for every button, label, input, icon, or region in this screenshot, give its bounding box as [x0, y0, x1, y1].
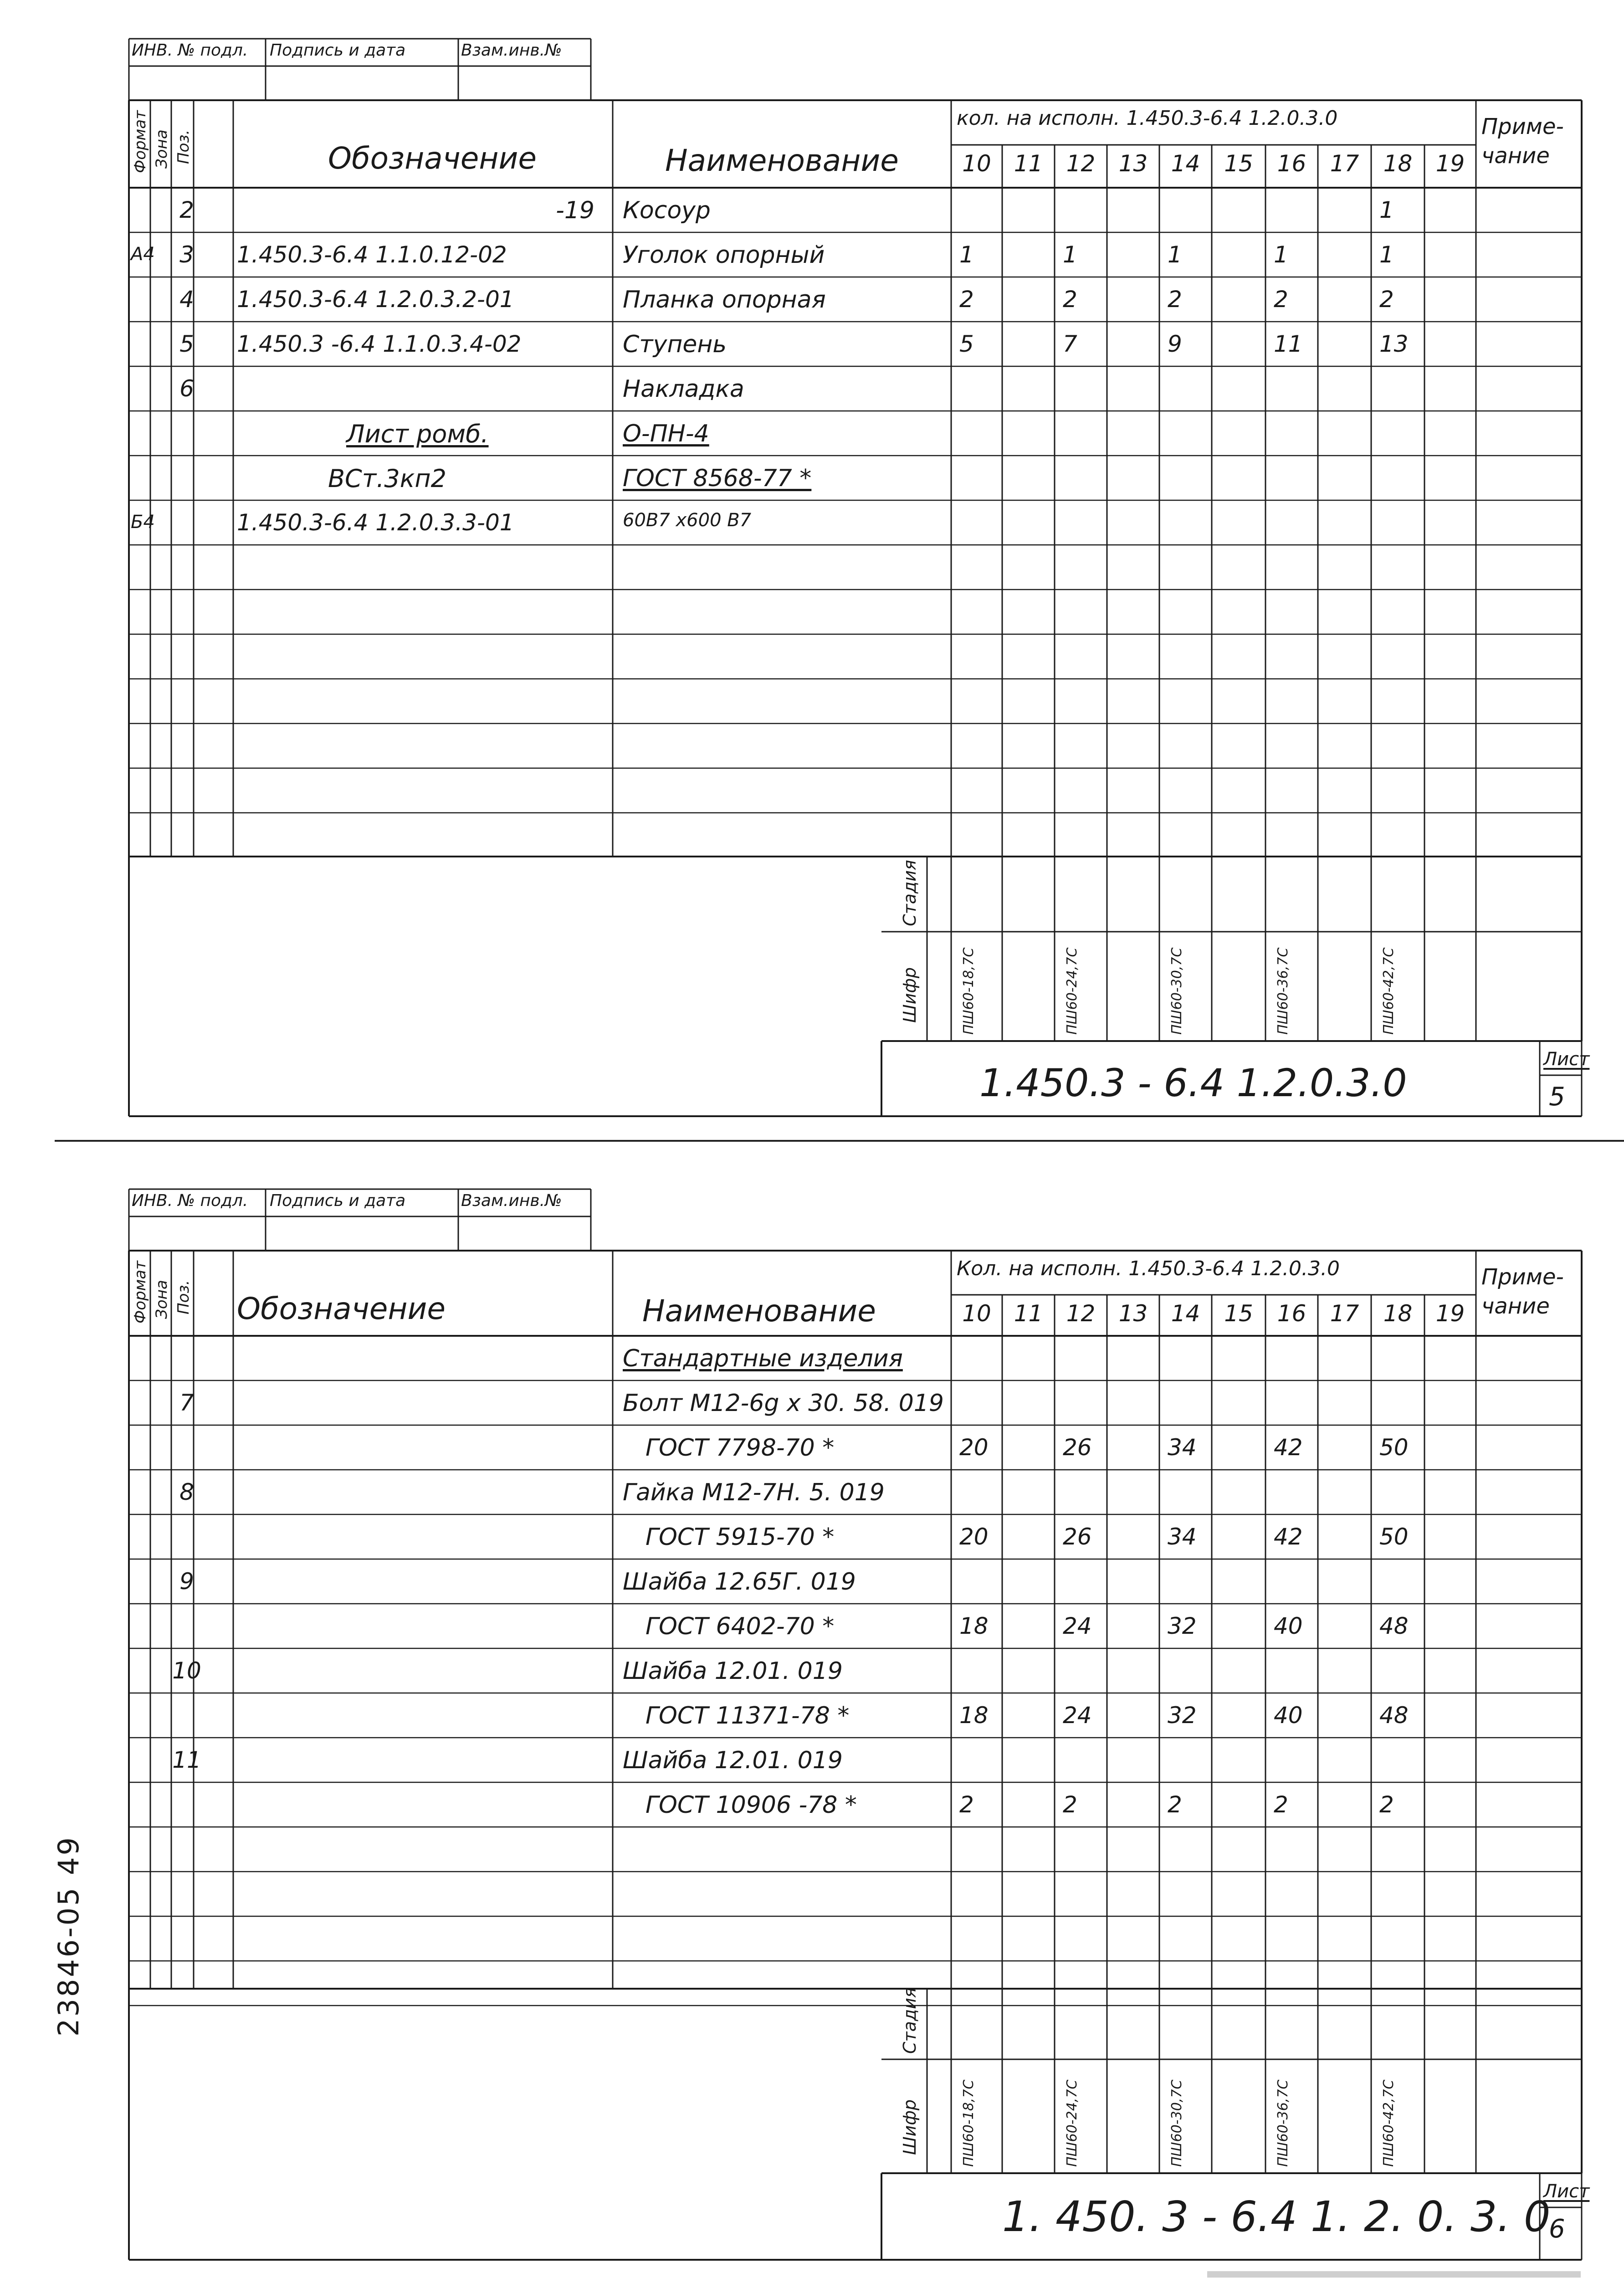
row-name: Уголок опорный [623, 241, 825, 269]
designation-header: Обозначение [237, 1291, 446, 1326]
row-pos: 4 [179, 286, 194, 313]
variant-header: 12 [1066, 1300, 1096, 1327]
row-name: ГОСТ 10906 -78 * [646, 1791, 857, 1819]
row-designation: 1.450.3 -6.4 1.1.0.3.4-02 [237, 331, 522, 357]
stage-label: Стадия [900, 860, 920, 926]
row-qty: 24 [1063, 1702, 1092, 1729]
row-qty: 11 [1274, 331, 1303, 357]
row-qty: 5 [959, 331, 974, 357]
row-qty: 50 [1379, 1524, 1409, 1550]
side-stamp: 23846-05 49 [52, 1835, 85, 2037]
row-name: Косоур [623, 197, 711, 224]
row-qty: 2 [1168, 286, 1182, 313]
qty-group-header: Кол. на исполн. 1.450.3-6.4 1.2.0.3.0 [957, 1257, 1340, 1280]
row-qty: 2 [959, 286, 974, 313]
row-qty: 7 [1063, 331, 1077, 357]
row-name: Стандартные изделия [623, 1345, 903, 1372]
variant-header: 17 [1330, 1300, 1359, 1327]
row-name: Болт М12-6g x 30. 58. 019 [623, 1390, 944, 1417]
format-header: Формат [131, 110, 149, 173]
sheet-number: 6 [1549, 2214, 1565, 2244]
row-qty: 18 [959, 1613, 989, 1639]
variant-header: 16 [1277, 150, 1306, 177]
variant-header: 10 [962, 1300, 991, 1327]
variant-header: 16 [1277, 1300, 1306, 1327]
cipher-code: ПШ60-42,7С [1381, 947, 1397, 1035]
variant-header: 12 [1066, 150, 1096, 177]
row-name: Шайба 12.01. 019 [623, 1657, 843, 1685]
row-qty: 1 [1379, 197, 1394, 223]
row-qty: 18 [959, 1702, 989, 1729]
row-designation: 1.450.3-6.4 1.2.0.3.3-01 [237, 509, 514, 536]
variant-header: 18 [1383, 1300, 1413, 1327]
row-pos: 8 [179, 1479, 194, 1505]
bottom-edge-mark [1207, 2271, 1581, 2278]
row-name: 60В7 x600 В7 [623, 510, 752, 531]
row-designation: -19 [556, 197, 594, 224]
row-pos: 9 [179, 1568, 194, 1595]
row-qty: 9 [1168, 331, 1182, 357]
variant-header: 18 [1383, 150, 1413, 177]
remark-header-1: Приме- [1481, 1264, 1564, 1290]
cipher-code: ПШ60-24,7С [1064, 947, 1080, 1035]
row-name: Шайба 12.65Г. 019 [623, 1568, 856, 1596]
row-pos: 2 [179, 197, 194, 223]
row-qty: 1 [1063, 241, 1077, 268]
vzam-inv-label: Взам.инв.№ [461, 41, 562, 60]
row-qty: 2 [1168, 1791, 1182, 1818]
sheet-number: 5 [1549, 1082, 1565, 1112]
row-name: ГОСТ 7798-70 * [646, 1434, 835, 1462]
row-name: Ступень [623, 331, 727, 358]
row-pos: 7 [179, 1390, 194, 1416]
row-qty: 34 [1168, 1524, 1197, 1550]
row-name: Шайба 12.01. 019 [623, 1747, 843, 1774]
inv-podl-label: ИНВ. № подл. [132, 1191, 248, 1210]
row-qty: 2 [1379, 1791, 1394, 1818]
remark-header-2: чание [1481, 1293, 1550, 1319]
zone-header: Зона [153, 129, 171, 169]
row-qty: 42 [1274, 1434, 1303, 1461]
row-qty: 50 [1379, 1434, 1409, 1461]
stage-label: Стадия [900, 1987, 920, 2054]
row-designation: Лист ромб. [346, 420, 489, 448]
row-qty: 32 [1168, 1702, 1197, 1729]
signature-date-label: Подпись и дата [270, 1191, 406, 1210]
signature-date-label: Подпись и дата [270, 41, 406, 60]
row-qty: 40 [1274, 1702, 1303, 1729]
row-designation: 1.450.3-6.4 1.1.0.12-02 [237, 241, 507, 268]
row-name: ГОСТ 11371-78 * [646, 1702, 850, 1729]
row-qty: 1 [1379, 241, 1394, 268]
row-qty: 2 [1063, 286, 1077, 313]
row-qty: 2 [959, 1791, 974, 1818]
row-name: Накладка [623, 375, 744, 403]
name-header: Наименование [665, 143, 899, 178]
variant-header: 10 [962, 150, 991, 177]
variant-header: 19 [1435, 150, 1465, 177]
inv-podl-label: ИНВ. № подл. [132, 41, 248, 60]
row-qty: 1 [1168, 241, 1182, 268]
row-qty: 34 [1168, 1434, 1197, 1461]
name-header: Наименование [642, 1293, 876, 1329]
row-name: ГОСТ 8568-77 * [623, 465, 812, 492]
row-qty: 2 [1274, 1791, 1288, 1818]
row-qty: 42 [1274, 1524, 1303, 1550]
cipher-code: ПШ60-36,7С [1275, 2079, 1291, 2167]
row-qty: 2 [1274, 286, 1288, 313]
row-qty: 2 [1063, 1791, 1077, 1818]
cipher-code: ПШ60-42,7С [1381, 2079, 1397, 2167]
row-qty: 20 [959, 1524, 989, 1550]
row-qty: 24 [1063, 1613, 1092, 1639]
row-pos: 10 [172, 1657, 201, 1684]
row-qty: 20 [959, 1434, 989, 1461]
row-qty: 13 [1379, 331, 1409, 357]
row-qty: 26 [1063, 1434, 1092, 1461]
variant-header: 14 [1171, 1300, 1200, 1327]
row-pos: 11 [172, 1747, 201, 1773]
row-designation: ВСт.3кп2 [328, 464, 447, 493]
cipher-label: Шифр [900, 2099, 920, 2155]
row-pos: 6 [179, 375, 194, 402]
row-qty: 1 [1274, 241, 1288, 268]
format-header: Формат [131, 1261, 149, 1324]
doc-code: 1. 450. 3 - 6.4 1. 2. 0. 3. 0 [1002, 2192, 1551, 2241]
row-qty: 48 [1379, 1613, 1409, 1639]
variant-header: 14 [1171, 150, 1200, 177]
row-qty: 26 [1063, 1524, 1092, 1550]
variant-header: 15 [1224, 1300, 1253, 1327]
row-format: Б4 [131, 512, 155, 533]
row-pos: 5 [179, 331, 194, 357]
variant-header: 19 [1435, 1300, 1465, 1327]
cipher-code: ПШ60-18,7С [961, 947, 977, 1035]
cipher-label: Шифр [900, 967, 920, 1023]
pos-header: Поз. [174, 1280, 193, 1314]
sheet-label: Лист [1543, 1049, 1590, 1070]
zone-header: Зона [153, 1280, 171, 1319]
row-qty: 1 [959, 241, 974, 268]
variant-header: 13 [1118, 150, 1148, 177]
variant-header: 11 [1014, 150, 1043, 177]
row-name: ГОСТ 5915-70 * [646, 1524, 835, 1551]
cipher-code: ПШ60-36,7С [1275, 947, 1291, 1035]
cipher-code: ПШ60-24,7С [1064, 2079, 1080, 2167]
vzam-inv-label: Взам.инв.№ [461, 1191, 562, 1210]
row-designation: 1.450.3-6.4 1.2.0.3.2-01 [237, 286, 514, 313]
pos-header: Поз. [174, 129, 193, 164]
row-format: A4 [131, 244, 155, 265]
row-qty: 40 [1274, 1613, 1303, 1639]
row-name: ГОСТ 6402-70 * [646, 1613, 835, 1640]
variant-header: 15 [1224, 150, 1253, 177]
variant-header: 17 [1330, 150, 1359, 177]
cipher-code: ПШ60-30,7С [1169, 947, 1185, 1035]
row-name: О-ПН-4 [623, 420, 709, 447]
variant-header: 11 [1014, 1300, 1043, 1327]
row-qty: 2 [1379, 286, 1394, 313]
cipher-code: ПШ60-18,7С [961, 2079, 977, 2167]
variant-header: 13 [1118, 1300, 1148, 1327]
row-qty: 48 [1379, 1702, 1409, 1729]
row-qty: 32 [1168, 1613, 1197, 1639]
sheet-label: Лист [1543, 2181, 1590, 2202]
cipher-code: ПШ60-30,7С [1169, 2079, 1185, 2167]
doc-code: 1.450.3 - 6.4 1.2.0.3.0 [979, 1061, 1407, 1105]
row-name: Планка опорная [623, 286, 826, 313]
remark-header-1: Приме- [1481, 114, 1564, 139]
designation-header: Обозначение [328, 141, 537, 176]
qty-group-header: кол. на исполн. 1.450.3-6.4 1.2.0.3.0 [957, 107, 1338, 130]
row-pos: 3 [179, 241, 194, 268]
remark-header-2: чание [1481, 143, 1550, 169]
row-name: Гайка М12-7Н. 5. 019 [623, 1479, 885, 1506]
